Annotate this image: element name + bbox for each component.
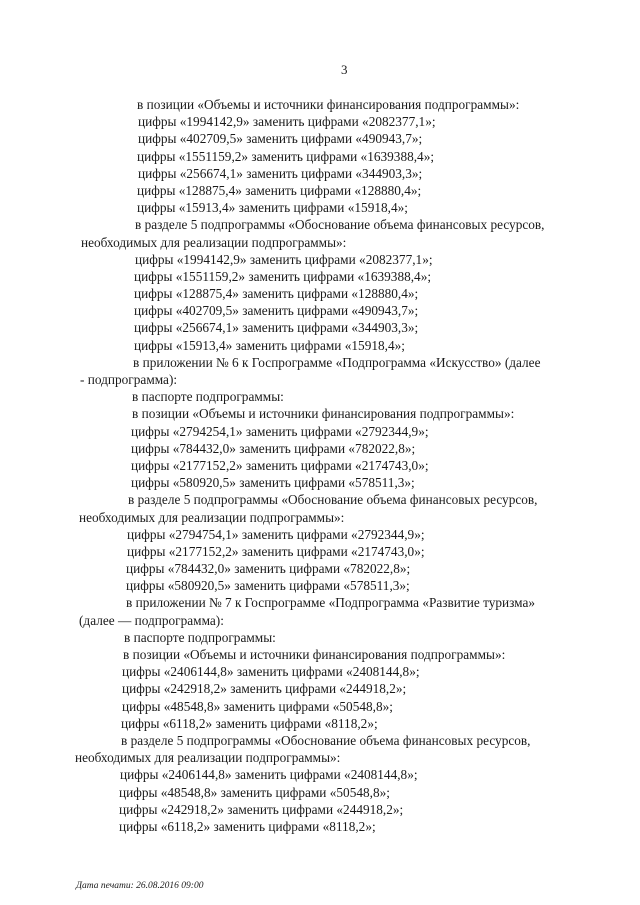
- document-line: в приложении № 6 к Госпрограмме «Подпрограмма «Искусство» (далее: [133, 354, 541, 370]
- document-line: необходимых для реализации подпрограммы»:: [81, 234, 347, 250]
- document-line: цифры «2794254,1» заменить цифрами «2792344,9»;: [131, 423, 429, 439]
- document-line: цифры «48548,8» заменить цифрами «50548,8»;: [119, 784, 390, 800]
- document-line: в разделе 5 подпрограммы «Обоснование объема финансовых ресурсов,: [128, 492, 538, 508]
- document-line: в приложении № 7 к Госпрограмме «Подпрограмма «Развитие туризма»: [126, 595, 536, 611]
- document-line: цифры «15913,4» заменить цифрами «15918,4»;: [134, 337, 405, 353]
- document-line: цифры «784432,0» заменить цифрами «782022,8»;: [126, 561, 411, 577]
- document-line: цифры «784432,0» заменить цифрами «782022,8»;: [131, 440, 416, 456]
- document-line: цифры «2177152,2» заменить цифрами «2174743,0»;: [131, 457, 429, 473]
- document-line: в паспорте подпрограммы:: [132, 389, 284, 405]
- document-line: цифры «2794754,1» заменить цифрами «2792344,9»;: [127, 526, 425, 542]
- document-line: цифры «2406144,8» заменить цифрами «2408144,8»;: [120, 767, 418, 783]
- document-line: цифры «1994142,9» заменить цифрами «2082377,1»;: [135, 251, 433, 267]
- document-line: цифры «6118,2» заменить цифрами «8118,2»;: [119, 818, 376, 834]
- document-line: цифры «242918,2» заменить цифрами «244918,2»;: [122, 681, 407, 697]
- document-line: цифры «256674,1» заменить цифрами «344903,3»;: [138, 165, 423, 181]
- page-number: 3: [341, 62, 348, 77]
- document-line: в разделе 5 подпрограммы «Обоснование объема финансовых ресурсов,: [121, 732, 531, 748]
- print-date-footer: Дата печати: 26.08.2016 09:00: [76, 881, 204, 891]
- document-line: в позиции «Объемы и источники финансирования подпрограммы»:: [132, 406, 515, 422]
- document-line: цифры «580920,5» заменить цифрами «578511,3»;: [131, 475, 415, 491]
- document-line: цифры «580920,5» заменить цифрами «578511,3»;: [126, 578, 410, 594]
- document-line: в паспорте подпрограммы:: [124, 629, 276, 645]
- document-line: цифры «6118,2» заменить цифрами «8118,2»;: [121, 715, 378, 731]
- document-line: (далее — подпрограмма):: [79, 612, 224, 628]
- document-line: цифры «1551159,2» заменить цифрами «1639388,4»;: [134, 268, 432, 284]
- document-line: цифры «128875,4» заменить цифрами «128880,4»;: [137, 182, 422, 198]
- document-line: цифры «1994142,9» заменить цифрами «2082377,1»;: [138, 114, 436, 130]
- document-line: цифры «256674,1» заменить цифрами «344903,3»;: [134, 320, 419, 336]
- document-line: цифры «2406144,8» заменить цифрами «2408144,8»;: [122, 664, 420, 680]
- document-line: цифры «128875,4» заменить цифрами «128880,4»;: [134, 286, 419, 302]
- document-line: цифры «15913,4» заменить цифрами «15918,4»;: [137, 200, 408, 216]
- document-line: в позиции «Объемы и источники финансирования подпрограммы»:: [137, 97, 520, 112]
- document-line: цифры «402709,5» заменить цифрами «490943,7»;: [138, 131, 423, 147]
- document-line: цифры «48548,8» заменить цифрами «50548,8»;: [122, 698, 393, 714]
- document-line: в позиции «Объемы и источники финансирования подпрограммы»:: [123, 647, 506, 662]
- document-line: необходимых для реализации подпрограммы»:: [79, 509, 345, 525]
- document-body: [0, 96, 640, 835]
- document-line: цифры «1551159,2» заменить цифрами «1639388,4»;: [137, 148, 435, 164]
- document-line: в разделе 5 подпрограммы «Обоснование объема финансовых ресурсов,: [135, 217, 545, 233]
- document-line: - подпрограмма):: [80, 372, 178, 387]
- document-line: цифры «402709,5» заменить цифрами «490943,7»;: [134, 303, 419, 319]
- document-line: цифры «242918,2» заменить цифрами «244918,2»;: [119, 801, 404, 817]
- document-line: необходимых для реализации подпрограммы»:: [75, 750, 341, 766]
- document-line: цифры «2177152,2» заменить цифрами «2174743,0»;: [127, 543, 425, 559]
